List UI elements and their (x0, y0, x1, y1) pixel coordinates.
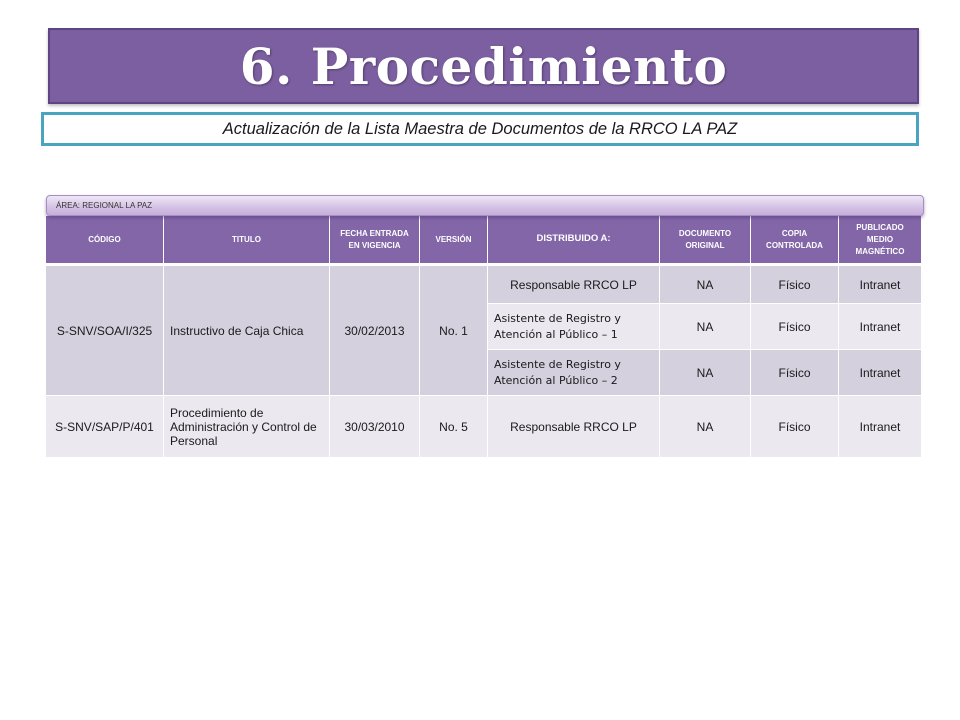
cell-publicado: Intranet (839, 350, 922, 396)
table-row (46, 396, 922, 458)
cell-distribuido: Responsable RRCO LP (488, 266, 660, 304)
cell-copia-controlada: Físico (751, 350, 839, 396)
header-version: VERSIÓN (420, 216, 488, 266)
cell-codigo: S-SNV/SOA/I/325 (46, 266, 164, 396)
cell-documento-original: NA (660, 304, 751, 350)
table-row (46, 266, 922, 304)
cell-distribuido: Responsable RRCO LP (488, 396, 660, 458)
header-distribuido: DISTRIBUIDO A: (488, 216, 660, 266)
header-fecha: FECHA ENTRADA EN VIGENCIA (330, 216, 420, 266)
cell-titulo: Instructivo de Caja Chica (164, 266, 330, 396)
cell-distribuido: Asistente de Registro y Atención al Público – 1 (488, 304, 660, 350)
subtitle-box (41, 112, 919, 146)
master-document-table (46, 216, 922, 458)
cell-fecha: 30/02/2013 (330, 266, 420, 396)
header-codigo: CÓDIGO (46, 216, 164, 266)
cell-codigo: S-SNV/SAP/P/401 (46, 396, 164, 458)
area-bar (46, 195, 924, 216)
cell-version: No. 5 (420, 396, 488, 458)
cell-version: No. 1 (420, 266, 488, 396)
cell-copia-controlada: Físico (751, 304, 839, 350)
cell-documento-original: NA (660, 350, 751, 396)
cell-copia-controlada: Físico (751, 396, 839, 458)
area-label: ÁREA: REGIONAL LA PAZ (56, 201, 153, 210)
cell-copia-controlada: Físico (751, 266, 839, 304)
cell-publicado: Intranet (839, 304, 922, 350)
header-publicado: PUBLICADO MEDIO MAGNÉTICO (839, 216, 922, 266)
header-documento-original: DOCUMENTO ORIGINAL (660, 216, 751, 266)
table-header-row (46, 216, 922, 266)
subtitle: Actualización de la Lista Maestra de Documentos de la RRCO LA PAZ (222, 119, 738, 138)
page-title: 6. Procedimiento (239, 36, 728, 96)
cell-publicado: Intranet (839, 396, 922, 458)
cell-documento-original: NA (660, 396, 751, 458)
header-titulo: TITULO (164, 216, 330, 266)
cell-publicado: Intranet (839, 266, 922, 304)
cell-distribuido: Asistente de Registro y Atención al Público – 2 (488, 350, 660, 396)
title-banner (48, 28, 919, 104)
header-copia-controlada: COPIA CONTROLADA (751, 216, 839, 266)
cell-documento-original: NA (660, 266, 751, 304)
cell-fecha: 30/03/2010 (330, 396, 420, 458)
cell-titulo: Procedimiento de Administración y Control de Personal (164, 396, 330, 458)
